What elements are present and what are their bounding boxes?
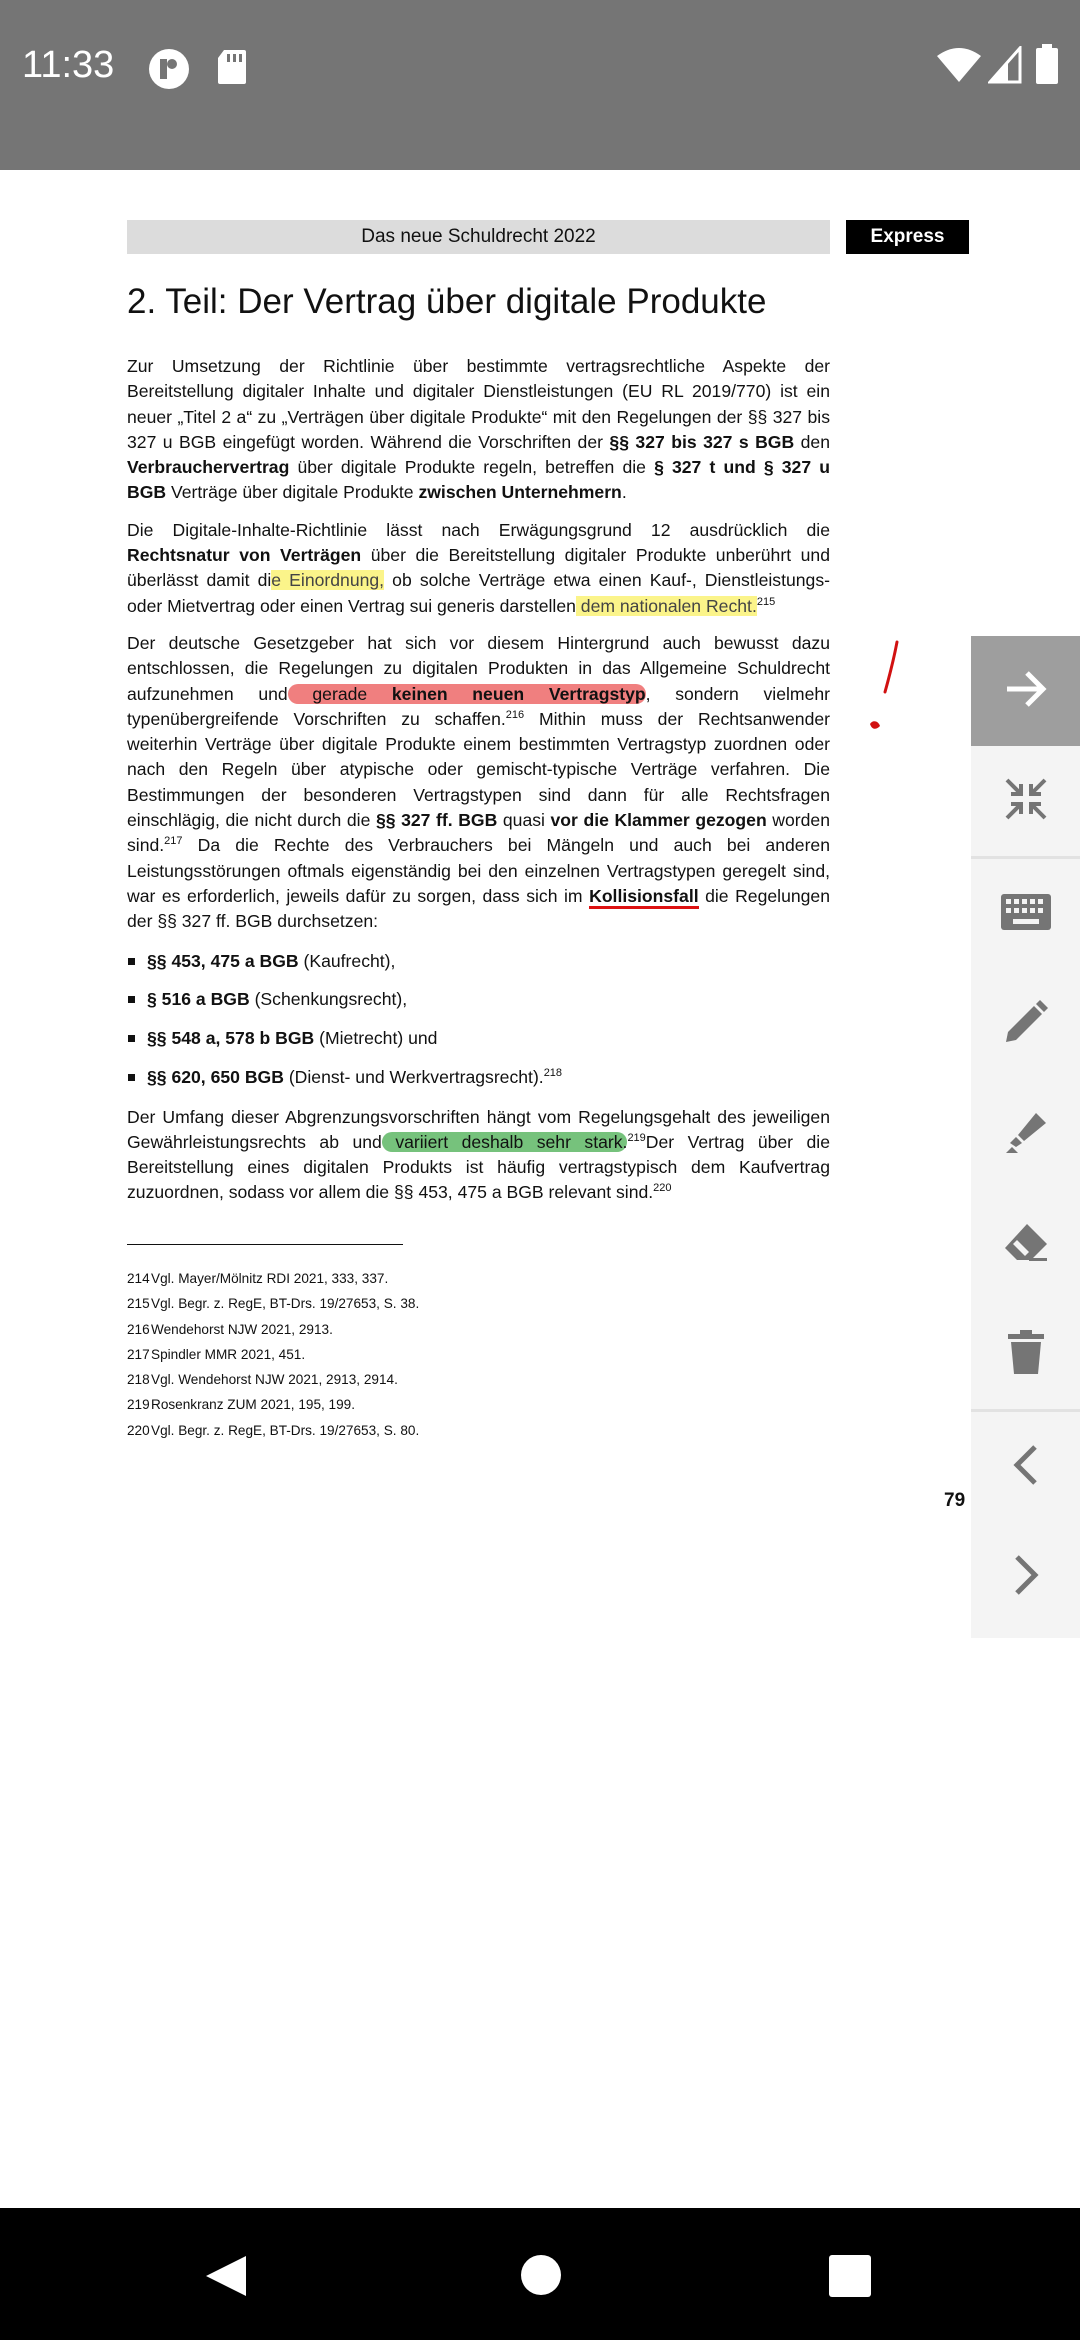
collapse-icon <box>1003 776 1049 827</box>
keyboard-button[interactable] <box>971 859 1080 969</box>
footnote-ref: 217 <box>164 835 183 848</box>
footnote: 214Vgl. Mayer/Mölnitz RDI 2021, 333, 337. <box>127 1271 389 1286</box>
eraser-icon <box>1003 1222 1049 1267</box>
highlight-yellow[interactable]: e Einordnung, <box>271 570 385 591</box>
wifi-icon <box>936 48 982 89</box>
highlight-red[interactable]: gerade keinen neuen Vertragstyp <box>287 683 646 704</box>
delete-button[interactable] <box>971 1299 1080 1409</box>
collapse-button[interactable] <box>971 746 1080 856</box>
footnote-divider <box>127 1244 403 1245</box>
footnote: 220Vgl. Begr. z. RegE, BT-Drs. 19/27653, S. 80. <box>127 1422 420 1438</box>
status-time: 11:33 <box>22 44 115 86</box>
chapter-title: 2. Teil: Der Vertrag über digitale Produkte <box>127 282 767 321</box>
battery-icon <box>1036 44 1058 89</box>
home-circle-icon <box>520 2254 562 2296</box>
header-badge: Express <box>846 220 969 254</box>
footnotes <box>127 1266 419 1443</box>
footnote: 216Wendehorst NJW 2021, 2913. <box>127 1321 333 1337</box>
system-navigation-bar <box>0 2208 1080 2340</box>
next-page-button[interactable] <box>971 1522 1080 1632</box>
trash-icon <box>1008 1330 1044 1379</box>
footnote-ref: 216 <box>505 709 525 721</box>
list-item: §§ 548 a, 578 b BGB (Mietrecht) und <box>127 1026 830 1051</box>
statute-list <box>127 949 830 1091</box>
keyboard-icon <box>1001 894 1051 935</box>
pencil-icon <box>1004 1000 1048 1049</box>
list-item: § 516 a BGB (Schenkungsrecht), <box>127 987 830 1012</box>
list-item: §§ 453, 475 a BGB (Kaufrecht), <box>127 949 830 974</box>
paragraph-1: Zur Umsetzung der Richtlinie über bestimmte vertragsrechtliche Aspekte der Bereitstellung digitaler Inhalte und digitaler Dienstleistungen (EU RL 2019/770) ist ein neuer „Titel 2 a“ zu „Verträgen über digitale Produkte“ mit den Regelungen der §§ 327 bis 327 u BGB eingefügt worden. Während die Vorschriften der §§ 327 bis 327 s BGB den Verbrauchervertrag über digitale Produkte regeln, betreffen die § 327 t und § 327 u BGB Verträge über digitale Produkte zwischen Unternehmern. <box>127 356 830 503</box>
signal-icon <box>988 46 1022 89</box>
eraser-button[interactable] <box>971 1189 1080 1299</box>
status-bar <box>0 0 1080 170</box>
footnote: 217Spindler MMR 2021, 451. <box>127 1346 306 1362</box>
recents-button[interactable] <box>829 2255 871 2302</box>
paragraph-4: Der Umfang dieser Abgrenzungsvorschriften hängt vom Regelungsgehalt des jeweiligen Gewährleistungsrechts ab und variiert deshalb sehr stark.$^{219}$Der Vertrag über die Bereitstellung eines digitalen Produkts ist häufig vertragstypisch dem Kaufvertrag zuzuordnen, sodass vor allem die §§ 453, 475 a BGB relevant sind.$^{220}$ <box>127 1106 831 1203</box>
underline-annotation[interactable]: Kollisionsfall <box>589 886 699 909</box>
chevron-right-icon <box>1011 1553 1041 1602</box>
home-button[interactable] <box>520 2254 562 2301</box>
footnote-ref: 219 <box>627 1131 646 1144</box>
page-number: 79 <box>944 1490 966 1511</box>
arrow-right-icon <box>1003 669 1049 714</box>
footnote-ref: 215 <box>756 595 776 608</box>
highlighter-button[interactable] <box>971 1079 1080 1189</box>
sd-card-icon <box>216 48 248 91</box>
footnote-ref: 220 <box>653 1182 672 1195</box>
running-header: Das neue Schuldrecht 2022 <box>127 220 830 254</box>
pdf-page[interactable] <box>0 170 1080 2208</box>
highlight-green[interactable]: variiert deshalb sehr stark. <box>381 1131 628 1152</box>
ink-annotation-exclamation[interactable] <box>858 640 908 740</box>
paragraph-2: Die Digitale-Inhalte-Richtlinie lässt nach Erwägungsgrund 12 ausdrücklich die Rechtsnatur von Verträgen über die Bereitstellung digitaler Produkte unberührt und überlässt damit die Einordnung, ob solche Verträge etwa einen Kauf-, Dienstleistungs- oder Mietvertrag oder einen Vertrag sui generis darstellen dem nationalen Recht.$^{215}$ <box>127 519 830 616</box>
footnote: 215Vgl. Begr. z. RegE, BT-Drs. 19/27653, S. 38. <box>127 1296 420 1312</box>
pencil-button[interactable] <box>971 969 1080 1079</box>
recents-square-icon <box>829 2255 871 2297</box>
previous-page-button[interactable] <box>971 1412 1080 1522</box>
chevron-left-icon <box>1011 1443 1041 1492</box>
footnote: 219Rosenkranz ZUM 2021, 195, 199. <box>127 1397 356 1413</box>
body-text <box>127 354 830 1218</box>
back-triangle-icon <box>204 2254 248 2298</box>
highlight-yellow[interactable]: dem nationalen Recht. <box>575 595 757 616</box>
list-item: §§ 620, 650 BGB (Dienst- und Werkvertragsrecht).$^{218}$ <box>127 1065 830 1090</box>
footnote: 218Vgl. Wendehorst NJW 2021, 2913, 2914. <box>127 1372 398 1388</box>
footnote-ref: 218 <box>543 1067 563 1080</box>
paragraph-3: Der deutsche Gesetzgeber hat sich vor diesem Hintergrund auch bewusst dazu entschlossen, die Regelungen zu digitalen Produkten in das Allgemeine Schuldrecht aufzunehmen und gerade keinen neuen Vertragstyp, sondern vielmehr typenübergreifende Vorschriften zu schaffen.$^{216}$ Mithin muss der Rechtsanwender weiterhin Verträge über digitale Produkte einem bestimmten Vertragstyp zuordnen oder nach den Regeln über atypische oder gemischt-typische Verträge verfahren. Die Bestimmungen der besonderen Vertragstypen sind dann für alle Rechtsfragen einschlägig, die nicht durch die §§ 327 ff. BGB quasi vor die Klammer gezogen worden sind.$^{217}$ Da die Rechte des Verbrauchers bei Mängeln und auch bei anderen Leistungsstörungen oftmals eigenständig bei den einzelnen Vertragstypen geregelt sind, war es erforderlich, jeweils dafür zu sorgen, dass sich im Kollisionsfall die Regelungen der §§ 327 ff. BGB durchsetzen: <box>127 632 830 932</box>
back-button[interactable] <box>204 2254 248 2303</box>
highlighter-icon <box>1004 1109 1048 1160</box>
app-notification-icon <box>148 48 190 95</box>
annotation-toolbar <box>971 636 1080 1638</box>
next-arrow-button[interactable] <box>971 636 1080 746</box>
